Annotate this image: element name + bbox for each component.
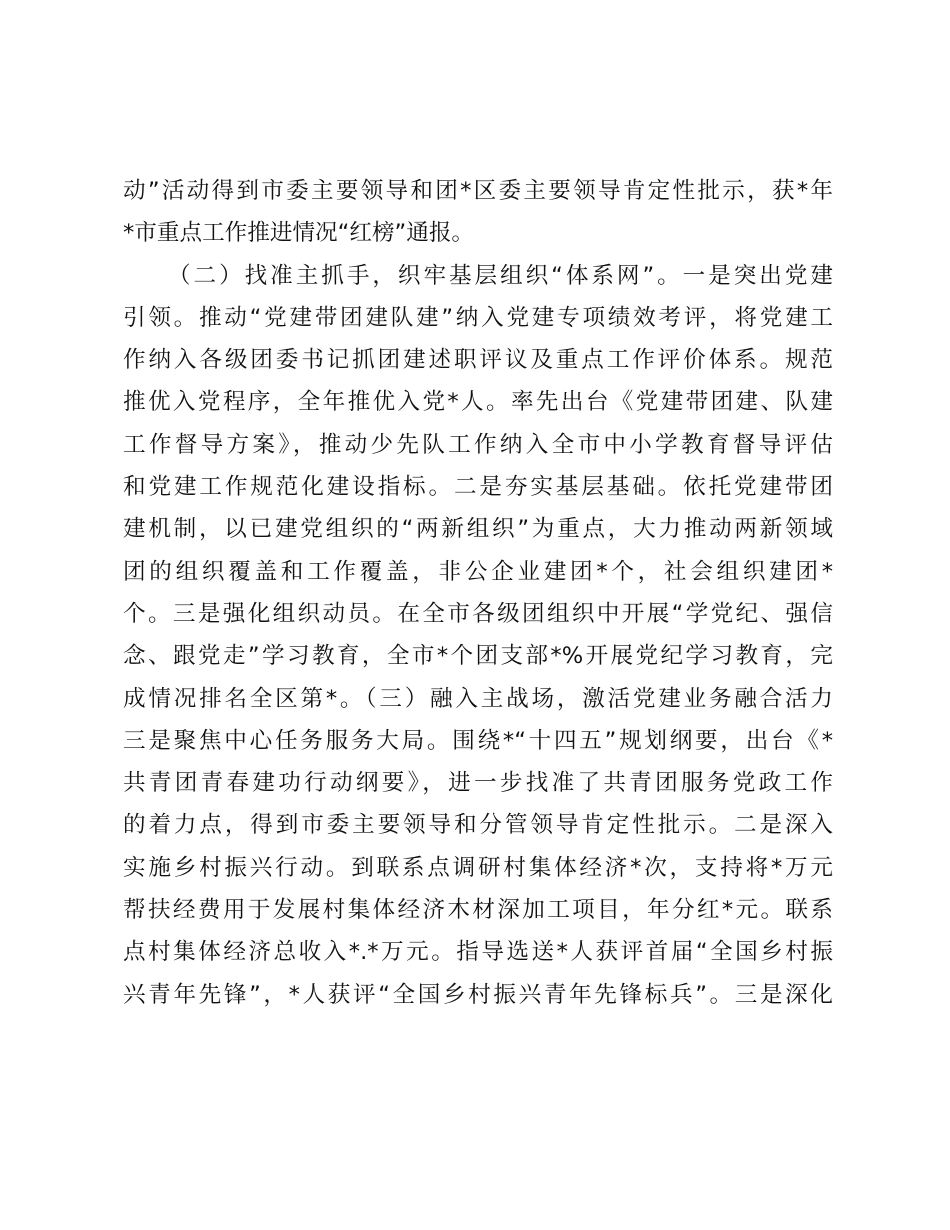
text-line-9: 建机制，以已建党组织的“两新组织”为重点，大力推动两新领域: [123, 516, 833, 543]
text-line-20: 兴青年先锋”，*人获评“全国乡村振兴青年先锋标兵”。三是深化: [123, 981, 833, 1008]
text-line-7: 工作督导方案》，推动少先队工作纳入全市中小学教育督导评估: [123, 431, 833, 458]
text-line-19: 点村集体经济总收入*.*万元。指导选送*人获评首届“全国乡村振: [123, 939, 833, 966]
text-line-4: 引领。推动“党建带团建队建”纳入党建专项绩效考评，将党建工: [123, 304, 833, 331]
text-line-12: 念、跟党走”学习教育，全市*个团支部*%开展党纪学习教育，完: [123, 643, 833, 670]
text-line-2: *市重点工作推进情况“红榜”通报。: [123, 220, 475, 247]
text-line-17: 实施乡村振兴行动。到联系点调研村集体经济*次，支持将*万元: [123, 854, 833, 881]
text-line-8: 和党建工作规范化建设指标。二是夯实基层基础。依托党建带团: [123, 474, 833, 501]
text-line-11: 个。三是强化组织动员。在全市各级团组织中开展“学党纪、强信: [123, 600, 833, 627]
text-line-5: 作纳入各级团委书记抓团建述职评议及重点工作评价体系。规范: [123, 347, 833, 374]
text-line-1: 动”活动得到市委主要领导和团*区委主要领导肯定性批示，获*年: [123, 178, 833, 204]
text-line-3: （二）找准主抓手，织牢基层组织“体系网”。一是突出党建: [168, 262, 833, 289]
text-line-13: 成情况排名全区第*。（三）融入主战场，激活党建业务融合活力: [123, 685, 833, 712]
body-text: [123, 170, 833, 1016]
text-line-10: 团的组织覆盖和工作覆盖，非公企业建团*个，社会组织建团*: [123, 558, 833, 585]
text-line-6: 推优入党程序，全年推优入党*人。率先出台《党建带团建、队建: [123, 389, 833, 416]
text-line-14: 三是聚焦中心任务服务大局。围绕*“十四五”规划纲要，出台《*: [123, 727, 833, 754]
text-line-15: 共青团青春建功行动纲要》，进一步找准了共青团服务党政工作: [123, 770, 833, 797]
text-line-16: 的着力点，得到市委主要领导和分管领导肯定性批示。二是深入: [123, 812, 833, 839]
text-line-18: 帮扶经费用于发展村集体经济木材深加工项目，年分红*元。联系: [123, 897, 833, 924]
